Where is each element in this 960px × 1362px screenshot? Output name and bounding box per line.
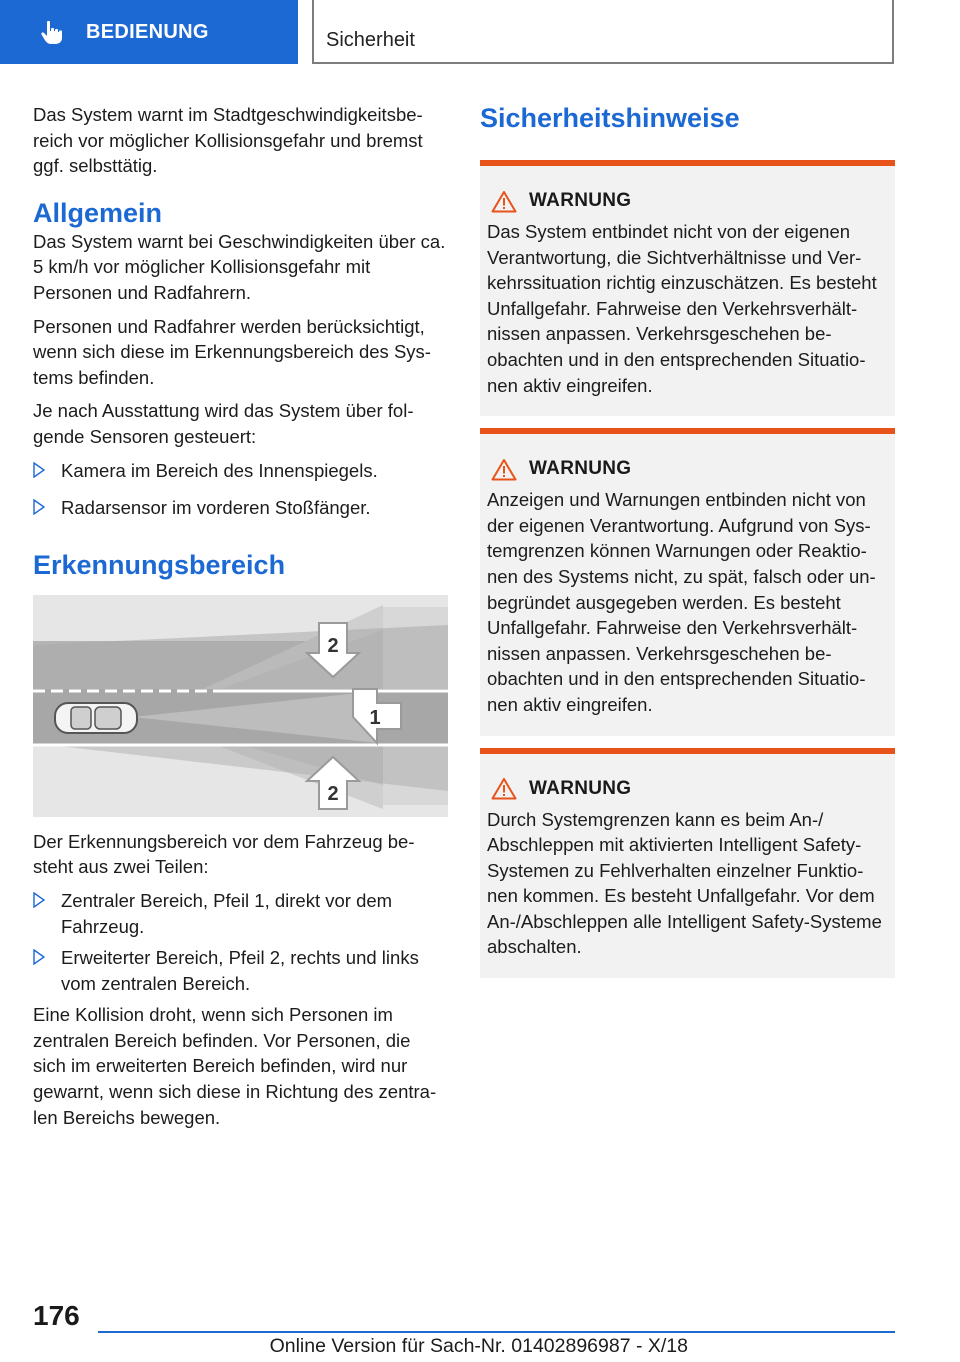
erkennung-paragraph-1: Der Erkennungsbereich vor dem Fahrzeug besteht aus zwei Teilen: [33, 830, 415, 878]
right-column [480, 102, 895, 978]
allgemein-paragraph-3: Je nach Ausstattung wird das System über folgende Sensoren gesteuert: [33, 400, 414, 447]
detection-range-figure [33, 595, 448, 817]
heading-erkennungsbereich: Erkennungsbereich [33, 549, 286, 580]
list-item [33, 458, 448, 484]
pointing-hand-icon [38, 18, 66, 46]
list-item [33, 495, 448, 521]
list-item-text: Zentraler Bereich, Pfeil 1, direkt vor dem Fahrzeug. [61, 889, 393, 937]
list-item [33, 945, 448, 996]
svg-text:1: 1 [369, 706, 381, 729]
chapter-tab-label: BEDIENUNG [86, 20, 209, 43]
section-header [312, 0, 894, 64]
detection-range-diagram [33, 595, 448, 817]
footer-divider [98, 1331, 895, 1333]
heading-sicherheitshinweise: Sicherheitshinweise [480, 103, 740, 133]
warning-label: WARNUNG [529, 190, 632, 211]
warning-box [480, 748, 895, 979]
warning-triangle-icon [491, 777, 517, 800]
warning-label: WARNUNG [529, 458, 632, 480]
list-item-text: Kamera im Bereich des Innenspiegels. [61, 459, 378, 481]
warning-label: WARNUNG [529, 777, 632, 799]
heading-allgemein: Allgemein [33, 197, 163, 228]
allgemein-paragraph-1: Das System warnt bei Geschwindigkeiten über ca. 5 km/h vor möglicher Kollisionsgefahr mit Personen und Radfahrern. [33, 230, 446, 303]
warning-triangle-icon [491, 190, 517, 213]
allgemein-paragraph-2: Personen und Radfahrer werden berücksichtigt, wenn sich diese im Erkennungsbereich des Systems befinden. [33, 315, 431, 388]
list-item-text: Erweiterter Bereich, Pfeil 2, rechts und links vom zentralen Bereich. [61, 947, 419, 994]
triangle-bullet-icon [33, 462, 45, 478]
triangle-bullet-icon [33, 499, 45, 515]
list-item-text: Radarsensor im vorderen Stoßfänger. [61, 497, 371, 519]
warning-text: Das System entbindet nicht von der eigenen Verantwortung, die Sichtverhältnisse und Verkehrssituation richtig einzuschätzen. Es besteht Unfallgefahr. Fahrweise den Verkehrsverhältnissen anpassen. Verkehrsgeschehen beobachten und in den entsprechenden Situationen aktiv eingreifen. [487, 221, 877, 396]
section-title: Sicherheit [326, 29, 415, 51]
warning-box [480, 160, 895, 416]
erkennung-paragraph-2: Eine Kollision droht, wenn sich Personen im zentralen Bereich befinden. Vor Personen, die sich im erweiterten Bereich befinden, wird nur gewarnt, wenn sich diese in Richtung des zentralen Bereichs bewegen. [33, 1004, 437, 1128]
svg-text:2: 2 [327, 782, 339, 805]
triangle-bullet-icon [33, 949, 45, 965]
footer-text[interactable]: Online Version für Sach-Nr. 01402896987 - X/18 [269, 1335, 688, 1357]
triangle-bullet-icon [33, 892, 45, 908]
page-number: 176 [33, 1300, 80, 1331]
sensor-list [33, 458, 448, 521]
svg-text:2: 2 [327, 634, 339, 657]
list-item [33, 888, 448, 939]
warning-triangle-icon [491, 458, 517, 481]
range-list [33, 888, 448, 996]
car-icon [55, 703, 137, 733]
warning-text: Anzeigen und Warnungen entbinden nicht von der eigenen Verantwortung. Aufgrund von Systemgrenzen können Warnungen oder Reaktionen des Systems nicht, zu spät, falsch oder unbegründet ausgegeben werden. Es besteht Unfallgefahr. Fahrweise den Verkehrsverhältnissen anpassen. Verkehrsgeschehen beobachten und in den entsprechenden Situationen aktiv eingreifen. [487, 489, 876, 715]
chapter-tab[interactable] [0, 0, 298, 64]
warning-text: Durch Systemgrenzen kann es beim An-/ Abschleppen mit aktivierten Intelligent Safety-Systemen zu Fehlverhalten einzelner Funktionen kommen. Es besteht Unfallgefahr. Vor dem An-/Abschleppen alle Intelligent Safety-Systeme abschalten. [487, 808, 882, 958]
left-column [33, 102, 448, 1138]
warning-box [480, 428, 895, 735]
intro-paragraph: Das System warnt im Stadtgeschwindigkeitsbereich vor möglicher Kollisionsgefahr und bremst ggf. selbsttätig. [33, 104, 423, 177]
